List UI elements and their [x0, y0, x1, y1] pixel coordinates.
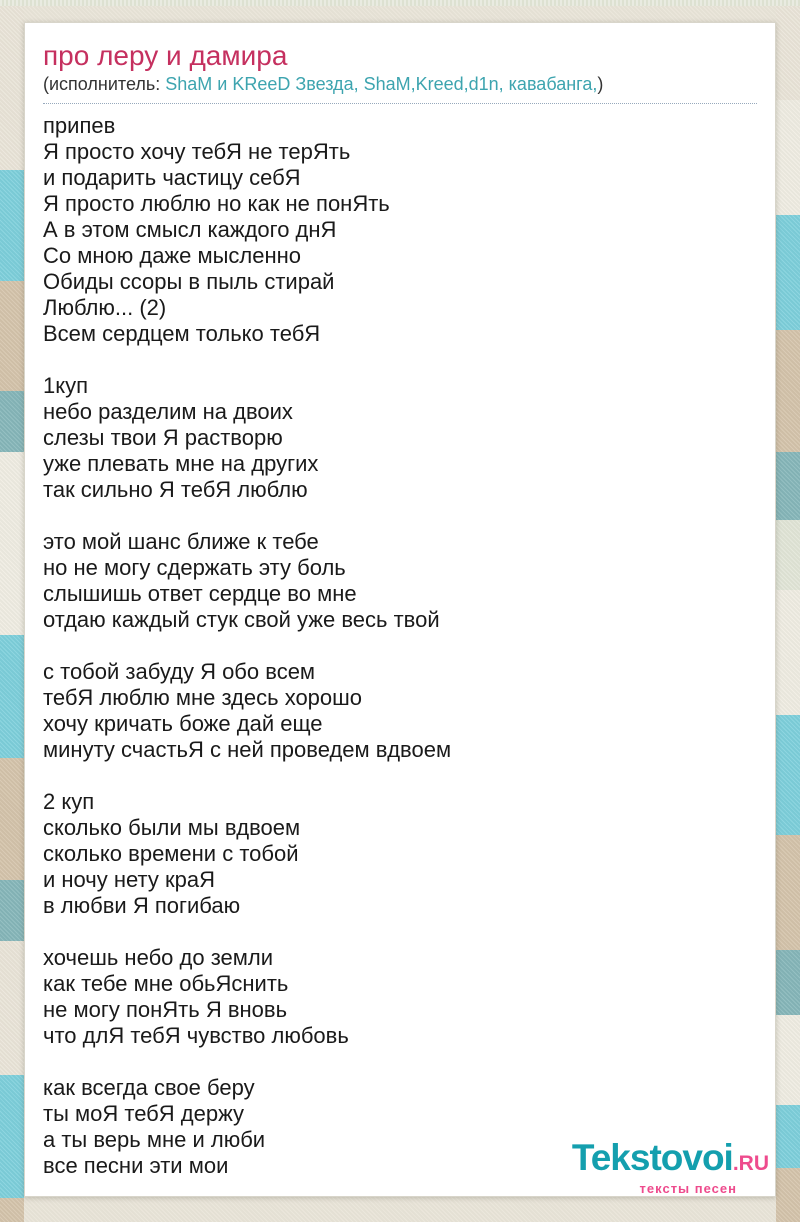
artist-links[interactable]: ShaM и KReeD Звезда, ShaM,Kreed,d1n, кавабанга, [165, 74, 598, 94]
lyric-line: как тебе мне обьЯснить [43, 971, 289, 996]
lyric-line: А в этом смысл каждого днЯ [43, 217, 337, 242]
lyric-line: все песни эти мои [43, 1153, 229, 1178]
lyric-line: слышишь ответ сердце во мне [43, 581, 357, 606]
lyric-line: Всем сердцем только тебЯ [43, 321, 321, 346]
lyric-line: а ты верь мне и люби [43, 1127, 266, 1152]
lyric-line: это мой шанс ближе к тебе [43, 529, 319, 554]
lyric-line: уже плевать мне на других [43, 451, 319, 476]
site-logo[interactable] [571, 1137, 769, 1196]
background-stripes-left [0, 0, 24, 1222]
lyrics-stanza [43, 113, 757, 347]
lyric-line: тебЯ люблю мне здесь хорошо [43, 685, 363, 710]
lyric-line: небо разделим на двоих [43, 399, 293, 424]
lyrics-stanza [43, 945, 757, 1049]
lyric-line: минуту счастьЯ с ней проведем вдвоем [43, 737, 452, 762]
lyric-line: не могу понЯть Я вновь [43, 997, 288, 1022]
lyric-line: сколько времени с тобой [43, 841, 299, 866]
artist-line [43, 72, 757, 96]
top-border-strip [0, 0, 800, 6]
artist-suffix: ) [597, 74, 604, 94]
lyric-line: 1куп [43, 373, 89, 398]
lyrics [43, 113, 757, 1179]
card-header [43, 40, 757, 104]
lyric-line: сколько были мы вдвоем [43, 815, 301, 840]
lyrics-stanza [43, 529, 757, 633]
lyric-line: ты моЯ тебЯ держу [43, 1101, 245, 1126]
lyric-line: хочешь небо до земли [43, 945, 274, 970]
lyric-line: как всегда свое беру [43, 1075, 255, 1100]
lyric-line: Со мною даже мысленно [43, 243, 302, 268]
lyric-line: Я просто люблю но как не понЯть [43, 191, 390, 216]
lyric-line: так сильно Я тебЯ люблю [43, 477, 308, 502]
lyric-line: отдаю каждый стук свой уже весь твой [43, 607, 440, 632]
logo-tagline: тексты песен [639, 1181, 737, 1196]
logo-wordmark-row [571, 1137, 769, 1184]
lyric-line: Обиды ссоры в пыль стирай [43, 269, 335, 294]
logo-domain[interactable]: .RU [732, 1152, 769, 1175]
lyric-line: в любви Я погибаю [43, 893, 241, 918]
lyric-line: 2 куп [43, 789, 95, 814]
lyrics-stanza [43, 659, 757, 763]
page-title: про леру и дамира [43, 40, 288, 71]
lyrics-stanza [43, 789, 757, 919]
lyric-line: слезы твои Я растворю [43, 425, 283, 450]
background-stripes-right [776, 0, 800, 1222]
lyric-line: и подарить частицу себЯ [43, 165, 301, 190]
artist-label: (исполнитель: [43, 74, 166, 94]
lyric-line: Я просто хочу тебЯ не терЯть [43, 139, 351, 164]
logo-wordmark[interactable]: Tekstovoi [571, 1137, 733, 1178]
lyric-line: хочу кричать боже дай еще [43, 711, 323, 736]
lyrics-card [24, 22, 776, 1197]
lyrics-stanza [43, 373, 757, 503]
lyric-line: с тобой забуду Я обо всем [43, 659, 316, 684]
lyric-line: Люблю... (2) [43, 295, 167, 320]
lyric-line: припев [43, 113, 116, 138]
lyric-line: и ночу нету краЯ [43, 867, 215, 892]
lyric-line: что длЯ тебЯ чувство любовь [43, 1023, 349, 1048]
lyric-line: но не могу сдержать эту боль [43, 555, 346, 580]
